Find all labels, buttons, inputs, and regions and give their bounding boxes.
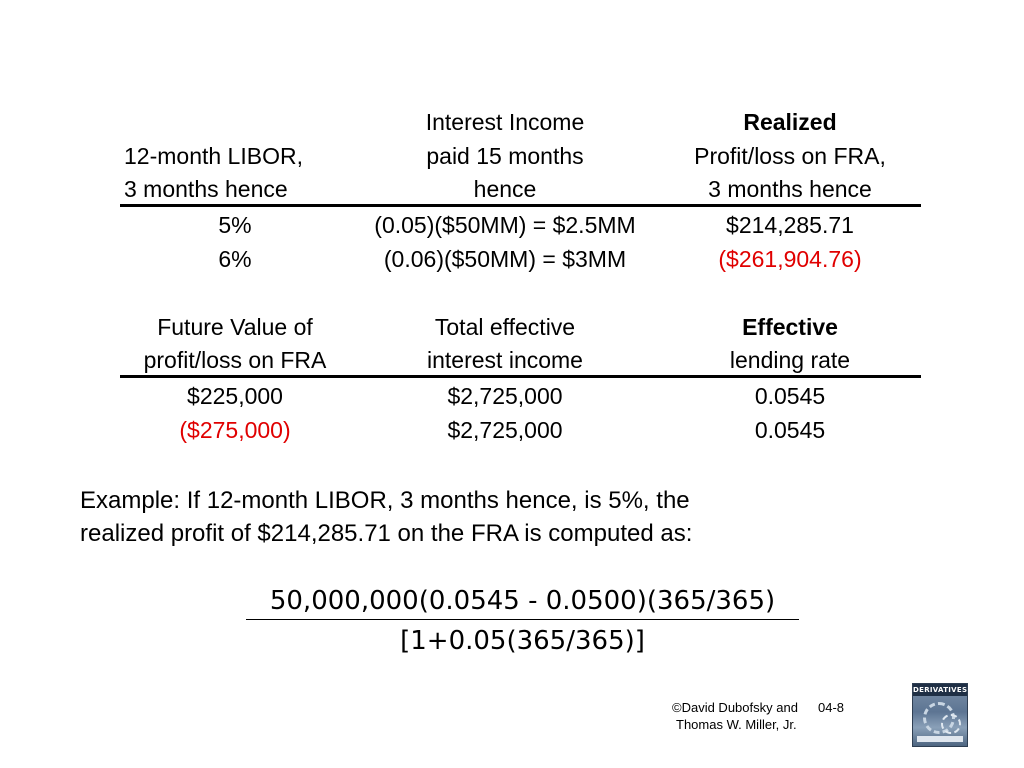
table1-row1-income: (0.05)($50MM) = $2.5MM [374,212,636,238]
table1-row2-profit: ($261,904.76) [718,246,862,272]
equation-denominator: [1+0.05(365/365)] [400,626,645,656]
table1-header-realized-line2: Profit/loss on FRA, [694,143,886,169]
table1-row2-income: (0.06)($50MM) = $3MM [383,246,627,272]
table2-row2-rate: 0.0545 [754,417,826,443]
book-cover-footer [917,736,963,742]
example-line1: Example: If 12-month LIBOR, 3 months hence, is 5%, the [80,487,690,514]
table1-header-income-line1: Interest Income [425,109,585,135]
book-cover-title: DERIVATIVES [913,686,968,694]
table1-row1-profit: $214,285.71 [726,212,854,238]
example-line2: realized profit of $214,285.71 on the FRA is computed as: [80,520,693,547]
table2-header-effective-line1: Effective [742,314,838,340]
equation-fraction-bar [246,619,799,620]
table1-header-income-line2: paid 15 months [426,143,584,169]
table2-row2-total: $2,725,000 [447,417,563,443]
footer-copyright-line2: Thomas W. Miller, Jr. [676,717,797,732]
table2-header-total-line2: interest income [427,347,583,373]
gear-small-icon [941,714,961,734]
equation-numerator: 50,000,000(0.0545 - 0.0500)(365/365) [269,586,776,616]
table2-header-fv-line2: profit/loss on FRA [143,347,327,373]
example-text [80,484,692,550]
table2-row1-rate: 0.0545 [754,383,826,409]
table1-header-realized-line1: Realized [743,109,837,135]
table2-header-rule [120,375,921,378]
table1-header-realized-line3: 3 months hence [708,176,872,202]
table1-row1-libor: 5% [218,212,252,238]
table1-header-rule [120,204,921,207]
table2-row1-total: $2,725,000 [447,383,563,409]
table2-header-effective-line2: lending rate [729,347,851,373]
table1-header-income-line3: hence [473,176,537,202]
table1-row2-libor: 6% [218,246,252,272]
footer-copyright-line1: ©David Dubofsky and [672,700,798,715]
table2-row2-fv: ($275,000) [179,417,291,443]
footer-page-number: 04-8 [818,700,845,715]
book-cover-image [912,683,968,747]
table2-row1-fv: $225,000 [187,383,283,409]
table1-header-libor-line2: 3 months hence [124,176,288,202]
table1-header-libor-line1: 12-month LIBOR, [124,143,303,169]
table2-header-total-line1: Total effective [434,314,576,340]
table2-header-fv-line1: Future Value of [157,314,313,340]
